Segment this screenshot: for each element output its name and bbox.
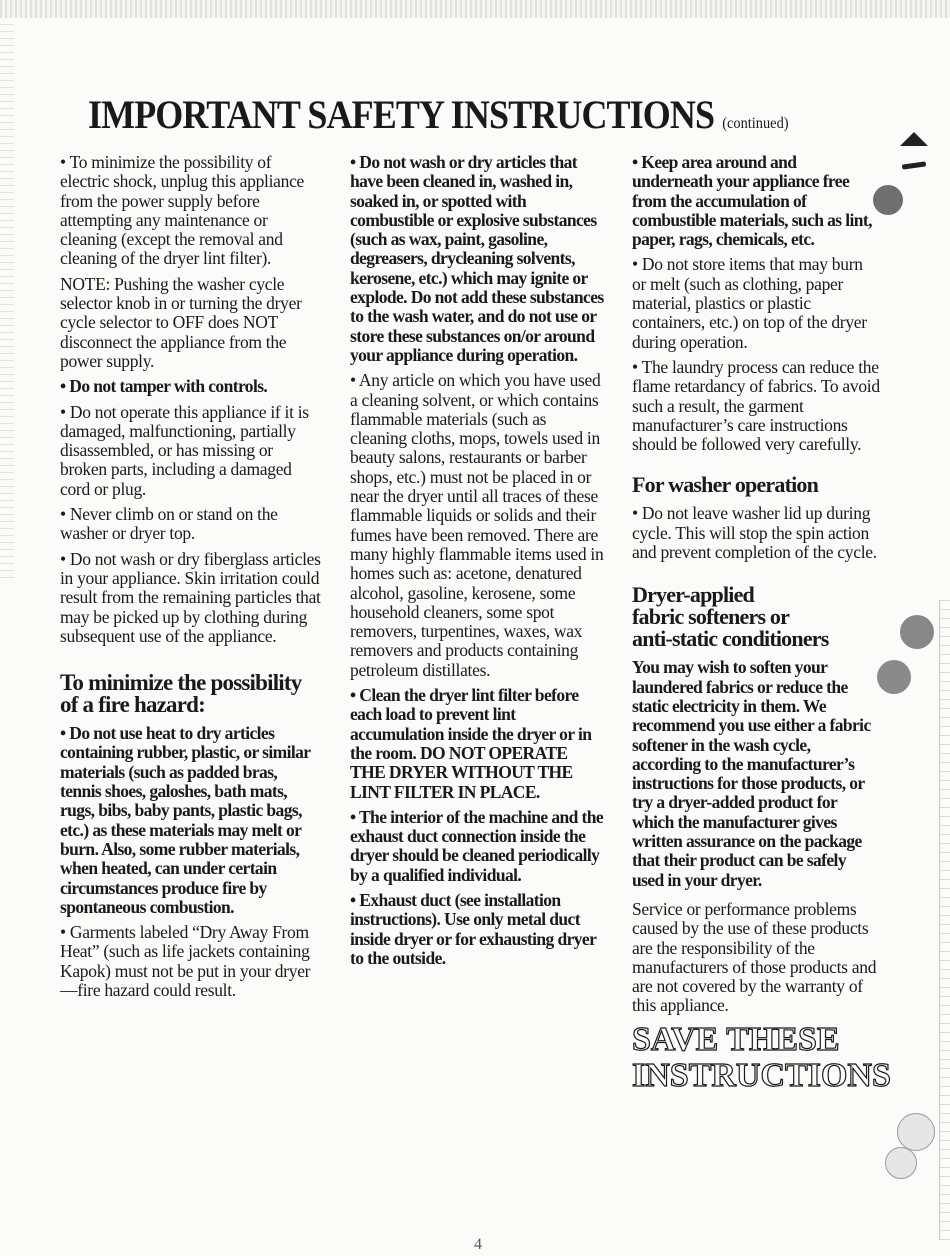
scan-right-edge <box>939 600 950 1240</box>
warranty-note: Service or performance problems caused by the use of these products are the responsibility of the manufacturers of those products and are not covered by the warranty of this appliance. <box>632 898 877 1016</box>
combustible-articles-warning: • Do not wash or dry articles that have been cleaned in, washed in, soaked in, or spotted with combustible or explosive substances (such as wax, paint, gasoline, degreasers, drycleaning solvents, kerosene, etc.) which may ignite or explode. Do not add these substances to the wash water, and do not use or store these substances on/or around your appliance during operation. <box>350 152 604 365</box>
punch-hole-mark <box>885 1147 917 1179</box>
do-not-store-warning: • Do not store items that may burn or melt (such as clothing, paper material, plastics or plastic containers, etc.) on top of the dryer during operation. <box>632 254 867 352</box>
flame-retardancy-note: • The laundry process can reduce the flame retardancy of fabrics. To avoid such a result, the garment manufacturer’s care instructions should be followed very carefully. <box>632 356 880 455</box>
fabric-softeners-heading-line2: fabric softeners or <box>632 604 790 630</box>
fire-hazard-heading-line1: To minimize the possibility <box>60 670 302 696</box>
page-title <box>88 92 789 144</box>
title-main: IMPORTANT SAFETY INSTRUCTIONS <box>88 92 715 137</box>
fabric-softeners-heading-line1: Dryer-applied <box>632 582 754 608</box>
scan-top-band <box>0 0 950 18</box>
washer-operation-heading: For washer operation <box>632 472 819 498</box>
rubber-plastic-warning: • Do not use heat to dry articles containing rubber, plastic, or similar materials (such as padded bras, tennis shoes, galoshes, bath mats, rugs, bibs, baby pants, plastic bags, etc.) as these materials may melt or burn. Also, some rubber materials, when heated, can under certain circumstances produce fire by spontaneous combustion. <box>60 723 311 917</box>
scan-left-edge <box>0 18 14 578</box>
exhaust-duct-warning: • Exhaust duct (see installation instructions). Use only metal duct inside dryer or for exhausting dryer to the outside. <box>350 889 596 968</box>
column-2 <box>350 153 605 974</box>
page-number: 4 <box>474 1236 482 1253</box>
scan-mark-dash <box>902 161 926 169</box>
column-3 <box>632 152 891 1094</box>
damaged-appliance-warning: • Do not operate this appliance if it is damaged, malfunctioning, partially disassembled, or has missing or broken parts, including a damaged cord or plug. <box>60 401 309 499</box>
tamper-warning: • Do not tamper with controls. <box>60 376 268 397</box>
climb-warning: • Never climb on or stand on the washer or dryer top. <box>60 504 278 544</box>
fabric-softeners-heading <box>632 584 880 650</box>
column-1 <box>60 153 322 1006</box>
lint-filter-warning: • Clean the dryer lint filter before each load to prevent lint accumulation inside the dryer or in the room. DO NOT OPERATE THE DRYER WITHOUT THE LINT FILTER IN PLACE. <box>350 685 592 802</box>
fabric-softener-recommendation: You may wish to soften your laundered fabrics or reduce the static electricity in them. We recommend you use either a fabric softener in the wash cycle, according to the manufacturer’s instructions for those products, or try a dryer-added product for which the manufacturer gives written assurance on the package that their product can be safely used in your dryer. <box>632 657 871 890</box>
keep-area-clear-warning: • Keep area around and underneath your appliance free from the accumulation of combustible materials, such as lint, paper, rags, chemicals, etc. <box>632 152 872 250</box>
punch-hole-mark <box>900 615 934 649</box>
save-instructions-banner <box>632 1020 891 1094</box>
cleaning-solvent-warning: • Any article on which you have used a cleaning solvent, or which contains flammable materials (such as cleaning cloths, mops, towels used in beauty salons, restaurants or barber shops, etc.) must not be placed in or near the dryer until all traces of these flammable liquids or solids and their fumes have been removed. There are many highly flammable items used in homes such as: acetone, denatured alcohol, gasoline, kerosene, some household cleaners, some spot removers, turpentines, waxes, wax removers and products containing petroleum distillates. <box>350 370 604 680</box>
punch-hole-mark <box>877 660 911 694</box>
save-line-1: SAVE THESE <box>632 1020 840 1058</box>
note-power-supply: NOTE: Pushing the washer cycle selector knob in or turning the dryer cycle selector to OFF does NOT disconnect the appliance from the power supply. <box>60 273 302 371</box>
punch-hole-mark <box>897 1113 935 1151</box>
washer-lid-warning: • Do not leave washer lid up during cycle. This will stop the spin action and prevent completion of the cycle. <box>632 503 877 563</box>
fire-hazard-heading <box>60 672 322 716</box>
shock-warning: • To minimize the possibility of electric shock, unplug this appliance from the power supply before attempting any maintenance or cleaning (except the removal and cleaning of the dryer lint filter). <box>60 152 305 269</box>
dry-away-from-heat-warning: • Garments labeled “Dry Away From Heat” (such as life jackets containing Kapok) must not be put in your dryer—fire hazard could result. <box>60 922 311 1000</box>
fire-hazard-heading-line2: of a fire hazard: <box>60 692 206 718</box>
save-line-2: INSTRUCTIONS <box>632 1056 891 1094</box>
interior-cleaning-warning: • The interior of the machine and the exhaust duct connection inside the dryer should be cleaned periodically by a qualified individual. <box>350 806 604 885</box>
title-suffix: (continued) <box>722 115 789 132</box>
punch-hole-mark <box>873 185 903 215</box>
fiberglass-warning: • Do not wash or dry fiberglass articles in your appliance. Skin irritation could result from the remaining particles that may be picked up by clothing during subsequent use of the appliance. <box>60 548 321 646</box>
scan-mark-wedge <box>900 132 928 146</box>
fabric-softeners-heading-line3: anti-static conditioners <box>632 626 829 652</box>
